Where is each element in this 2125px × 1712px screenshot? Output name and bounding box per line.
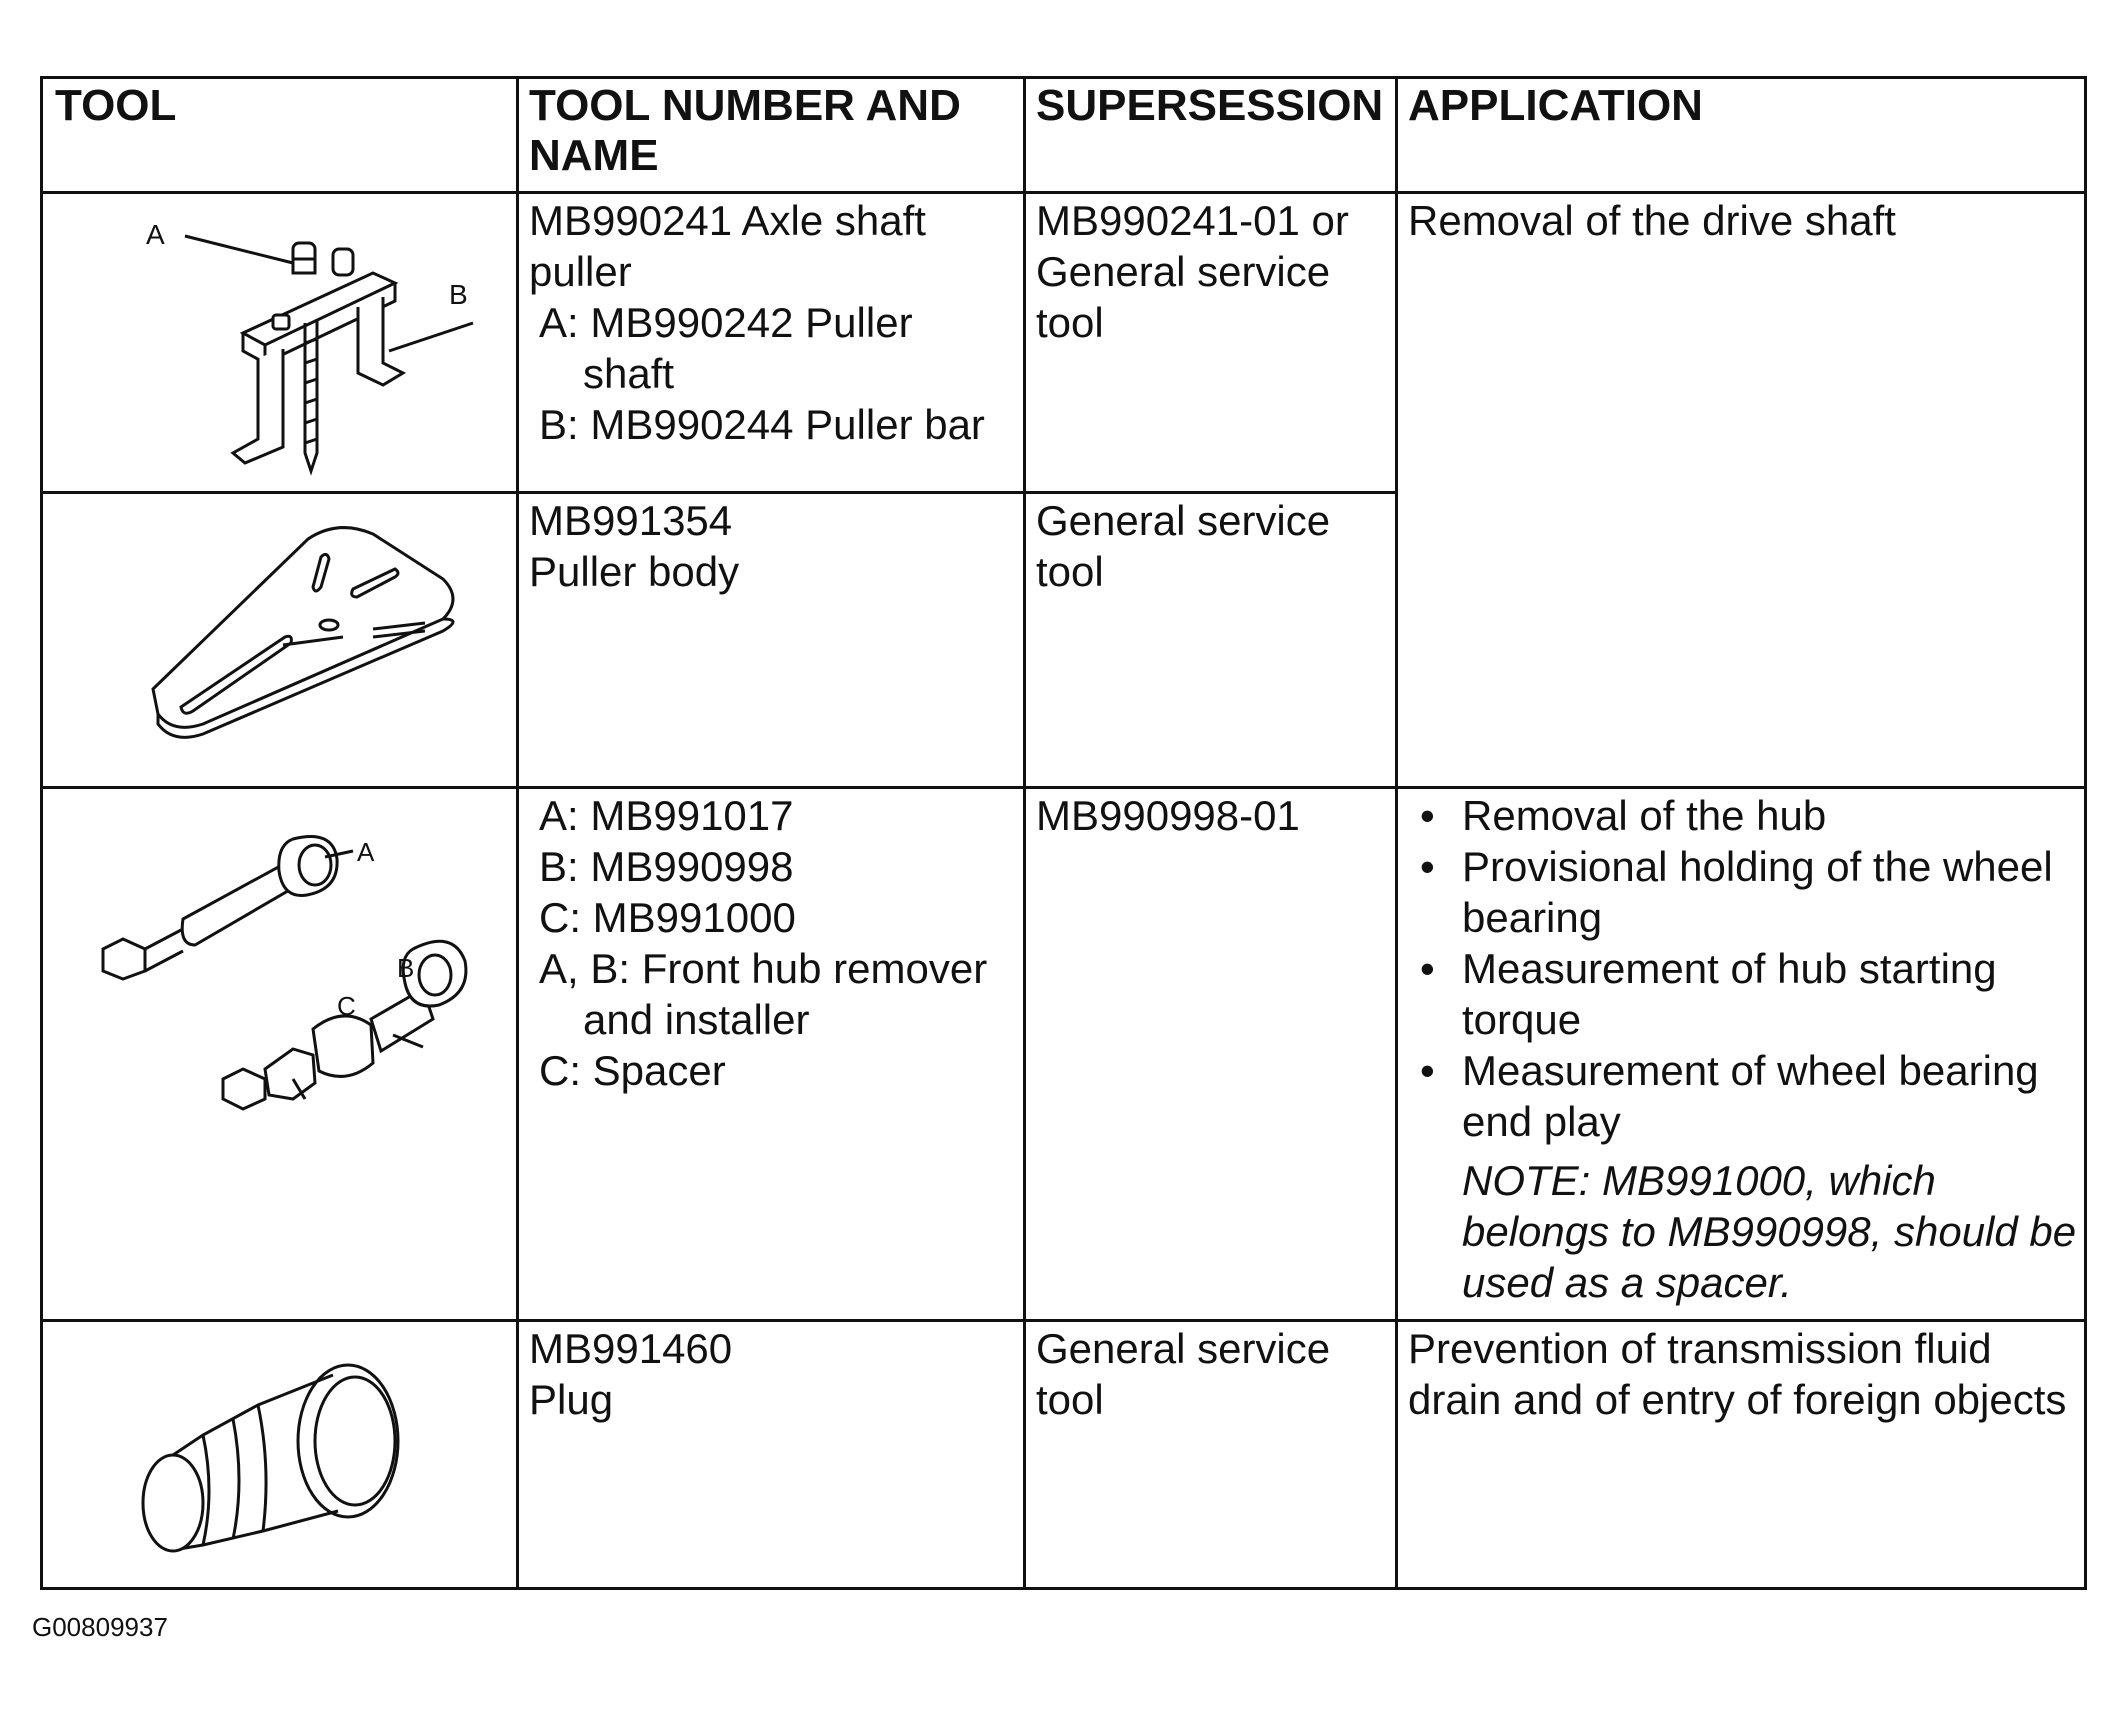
row-divider xyxy=(43,191,2084,194)
supersession xyxy=(1028,790,1394,841)
header-line: NAME xyxy=(529,131,659,180)
plug-figure xyxy=(133,1345,423,1575)
list-item xyxy=(1408,943,2072,1045)
tool-number-name xyxy=(521,790,1021,1096)
header-line: TOOL NUMBER AND xyxy=(529,81,961,130)
label-text: A xyxy=(357,837,375,867)
text-line: torque xyxy=(1462,996,1582,1043)
text-line: A: MB990242 Puller xyxy=(539,299,913,346)
text-line: • Measurement of wheel bearing xyxy=(1462,1047,2039,1094)
column-divider xyxy=(1395,79,1398,1587)
text-line: and installer xyxy=(583,996,810,1043)
list-item xyxy=(1408,790,2072,841)
label-text: A xyxy=(146,219,165,250)
text-line: MB990241 Axle shaft xyxy=(529,197,926,244)
supersession xyxy=(1028,495,1394,597)
text-line: shaft xyxy=(583,350,675,397)
column-divider xyxy=(516,79,519,1587)
label-text: B xyxy=(397,953,415,983)
column-divider xyxy=(1023,79,1026,1587)
supersession xyxy=(1028,1323,1394,1425)
figure-label-c xyxy=(329,991,369,1022)
figure-id: G00809937 xyxy=(32,1612,168,1642)
text-line: C: MB991000 xyxy=(539,894,796,941)
text-line: General service xyxy=(1036,1325,1331,1372)
text-line: Removal of the drive shaft xyxy=(1408,197,1896,244)
text-line: puller xyxy=(529,248,632,295)
figure-label-a xyxy=(138,219,168,251)
application xyxy=(1400,1323,2080,1425)
list-item xyxy=(1408,1045,2072,1147)
row-divider xyxy=(43,491,1398,494)
label-text: B xyxy=(449,279,468,310)
text-line: A, B: Front hub remover xyxy=(539,945,988,992)
header-supersession-text: SUPERSESSION xyxy=(1036,81,1384,130)
application-note xyxy=(1408,1155,2077,1308)
text-line: drain and of entry of foreign objects xyxy=(1408,1376,2067,1423)
text-line: • Measurement of hub starting xyxy=(1462,945,1997,992)
figure-label-a xyxy=(349,837,389,868)
text-line: General service xyxy=(1036,248,1331,295)
label-text: C xyxy=(337,991,356,1021)
text-line: NOTE: MB991000, which xyxy=(1462,1157,1936,1204)
text-line: MB991460 xyxy=(529,1325,733,1372)
text-line: • Removal of the hub xyxy=(1462,792,1827,839)
text-line: end play xyxy=(1462,1098,1621,1145)
text-line: bearing xyxy=(1462,894,1603,941)
header-tool-text: TOOL xyxy=(55,81,177,130)
text-line: tool xyxy=(1036,1376,1104,1423)
text-line: Prevention of transmission fluid xyxy=(1408,1325,1992,1372)
text-line: • Provisional holding of the wheel xyxy=(1462,843,2053,890)
header-tool-number-name xyxy=(521,81,1021,181)
special-tools-table xyxy=(40,76,2087,1590)
tool-number-name xyxy=(521,1323,1021,1425)
header-supersession xyxy=(1028,81,1394,131)
header-tool xyxy=(47,81,513,131)
text-line: tool xyxy=(1036,299,1104,346)
figure-label-b xyxy=(389,953,429,984)
text-line: B: MB990998 xyxy=(539,843,794,890)
supersession xyxy=(1028,195,1394,348)
text-line: Puller body xyxy=(529,548,740,595)
tool-number-name xyxy=(521,495,1021,597)
application-bullet-list xyxy=(1408,790,2072,1147)
tool-number-name xyxy=(521,195,1021,450)
front-hub-remover-figure xyxy=(93,799,493,1139)
axle-shaft-puller-figure xyxy=(133,203,513,483)
text-line: A: MB991017 xyxy=(539,792,794,839)
text-line: MB990998-01 xyxy=(1036,792,1300,839)
header-application-text: APPLICATION xyxy=(1408,81,1703,130)
text-line: C: Spacer xyxy=(539,1047,726,1094)
text-line: MB991354 xyxy=(529,497,733,544)
text-line: belongs to MB990998, should be xyxy=(1462,1208,2077,1255)
list-item xyxy=(1408,841,2072,943)
row-divider xyxy=(43,786,2084,789)
text-line: tool xyxy=(1036,548,1104,595)
text-line: General service xyxy=(1036,497,1331,544)
application xyxy=(1400,790,2080,1308)
application-merged xyxy=(1400,195,2080,246)
text-line: used as a spacer. xyxy=(1462,1259,1792,1306)
row-divider xyxy=(43,1319,2084,1322)
text-line: B: MB990244 Puller bar xyxy=(539,401,985,448)
puller-body-figure xyxy=(143,519,483,759)
text-line: MB990241-01 or xyxy=(1036,197,1349,244)
figure-label-b xyxy=(441,279,481,311)
header-application xyxy=(1400,81,2080,131)
text-line: Plug xyxy=(529,1376,614,1423)
